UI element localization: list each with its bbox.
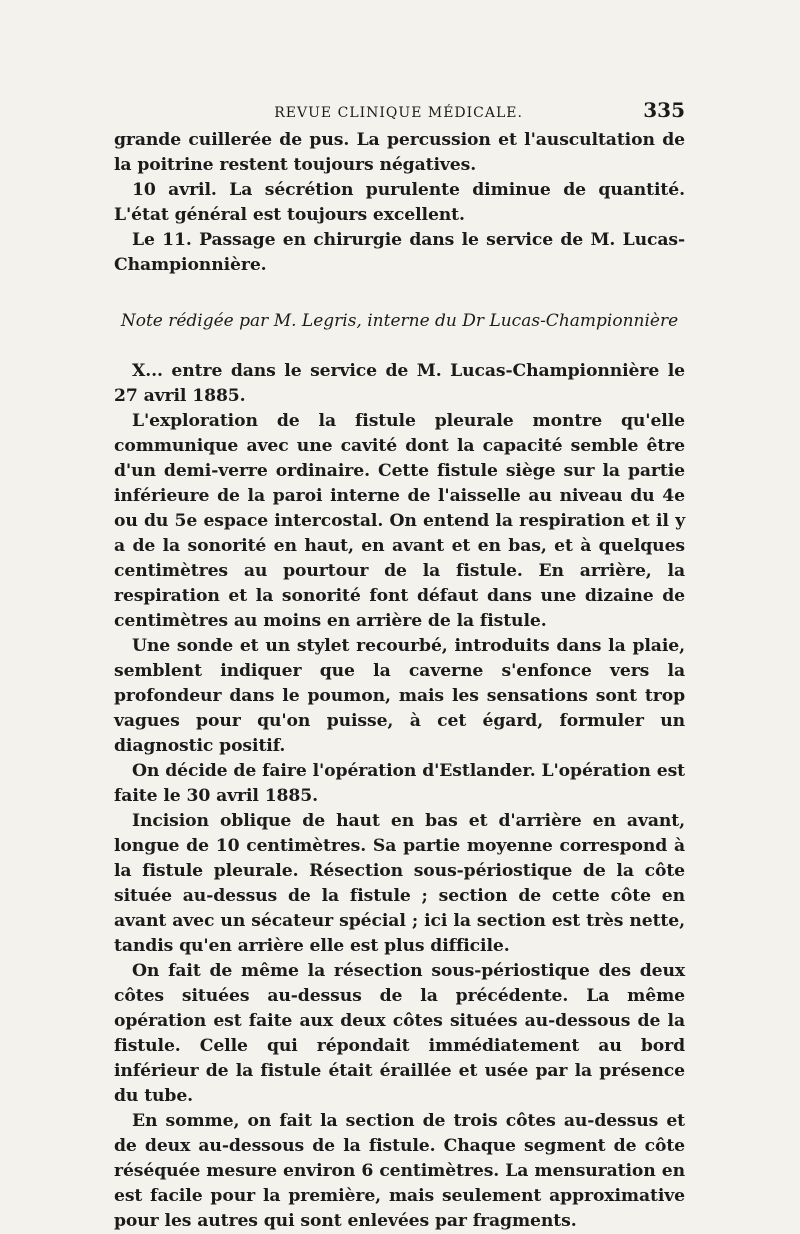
page-number: 335	[643, 98, 685, 122]
paragraph: Une sonde et un stylet recourbé, introduits dans la plaie, semblent indiquer que la caverne s'enfonce vers la profondeur dans le poumon, mais les sensations sont trop vagues pour qu'on puisse, à cet égard, formuler un diagnostic positif.	[114, 636, 685, 756]
paragraph: On fait de même la résection sous-périostique des deux côtes situées au-dessus de la précédente. La même opération est faite aux deux côtes situées au-dessous de la fistule. Celle qui répondait immédiatement au bord inférieur de la fistule était éraillée et usée par la présence du tube.	[114, 961, 685, 1106]
paragraph: X... entre dans le service de M. Lucas-Championnière le 27 avril 1885.	[114, 361, 685, 406]
paragraph: 10 avril. La sécrétion purulente diminue de quantité. L'état général est toujours excellent.	[114, 180, 685, 225]
paragraph: grande cuillerée de pus. La percussion et l'auscultation de la poitrine restent toujours négatives.	[114, 130, 685, 175]
paragraph: L'exploration de la fistule pleurale montre qu'elle communique avec une cavité dont la capacité semble être d'un demi-verre ordinaire. Cette fistule siège sur la partie inférieure de la paroi interne de l'aisselle au niveau du 4e ou du 5e espace intercostal. On entend la respiration et il y a de la sonorité en haut, en avant et en bas, et à quelques centimètres au pourtour de la fistule. En arrière, la respiration et la sonorité font défaut dans une dizaine de centimètres au moins en arrière de la fistule.	[114, 411, 685, 631]
page-header	[114, 98, 685, 128]
running-title: REVUE CLINIQUE MÉDICALE.	[274, 105, 523, 121]
paragraph: Incision oblique de haut en bas et d'arrière en avant, longue de 10 centimètres. Sa partie moyenne correspond à la fistule pleurale. Résection sous-périostique de la côte située au-dessus de la fistule ; section de cette côte en avant avec un sécateur spécial ; ici la section est très nette, tandis qu'en arrière elle est plus difficile.	[114, 811, 685, 956]
note-heading: Note rédigée par M. Legris, interne du Dr Lucas-Championnière	[120, 311, 679, 331]
paragraph: Le 11. Passage en chirurgie dans le service de M. Lucas-Championnière.	[114, 230, 685, 275]
paragraph: On décide de faire l'opération d'Estlander. L'opération est faite le 30 avril 1885.	[114, 761, 685, 806]
book-page	[114, 98, 685, 1234]
paragraph: En somme, on fait la section de trois côtes au-dessus et de deux au-dessous de la fistule. Chaque segment de côte réséquée mesure environ 6 centimètres. La mensuration en est facile pour la première, mais seulement approximative pour les autres qui sont enlevées par fragments.	[114, 1111, 685, 1231]
